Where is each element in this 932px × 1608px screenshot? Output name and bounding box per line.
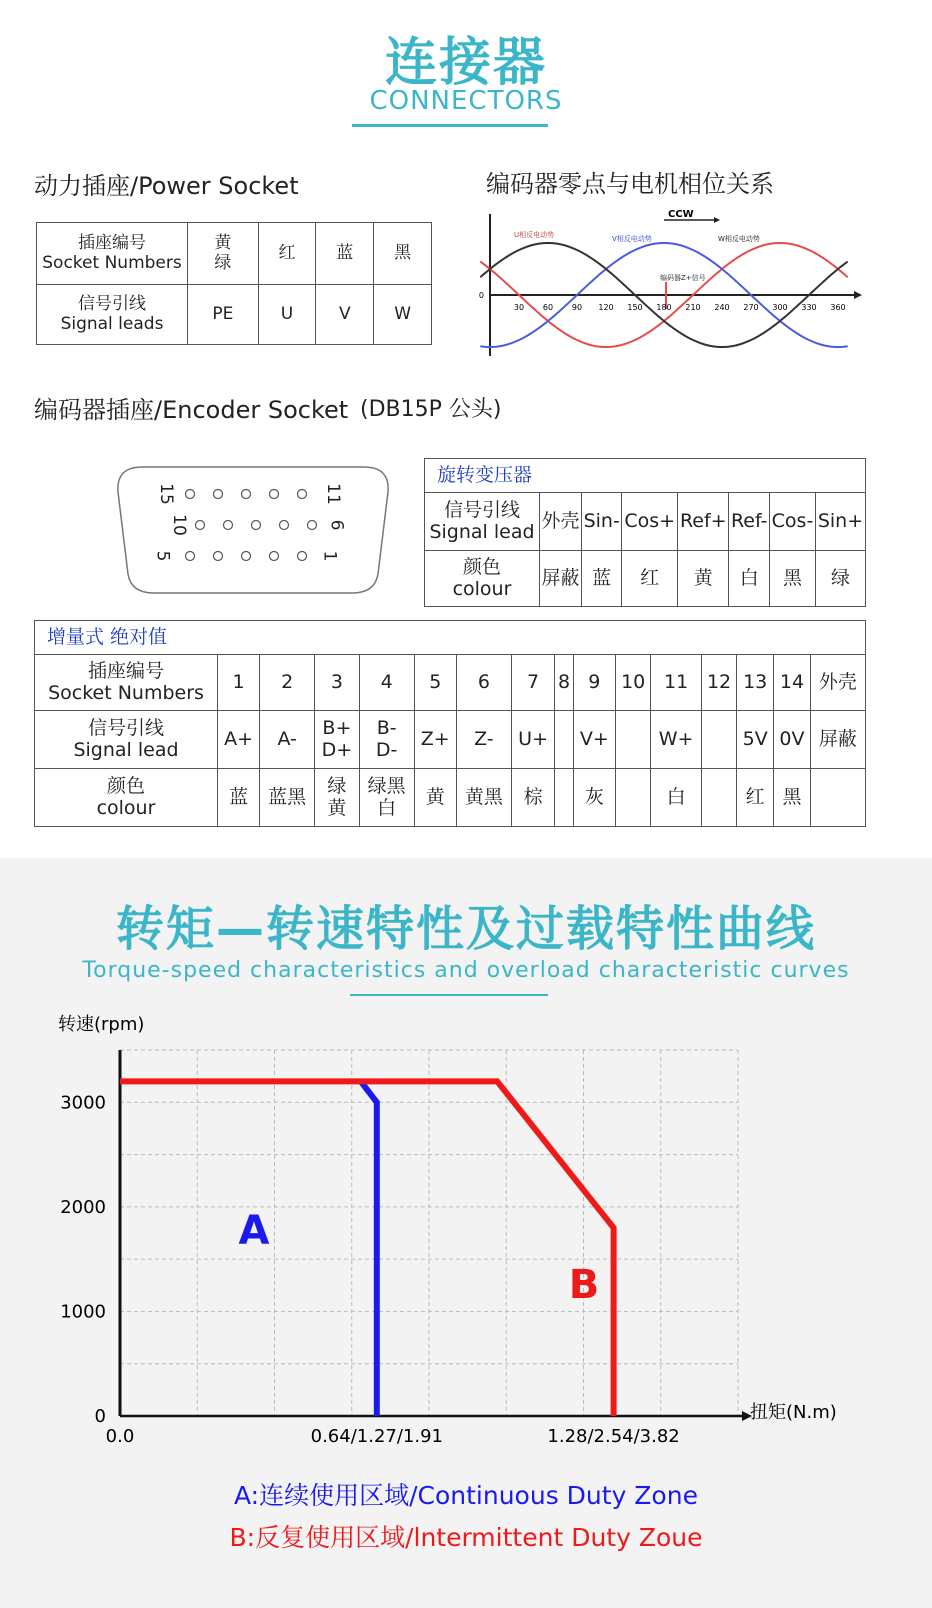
phase-tick-label: 330 [801, 303, 817, 312]
incremental-cell: 1 [218, 655, 260, 711]
incremental-row-header: 信号引线 Signal lead [35, 711, 218, 769]
incremental-cell: 黑 [774, 769, 811, 827]
db15-pin [186, 552, 195, 561]
power-cell: 黄 绿 [188, 223, 259, 285]
encoder-socket-subtitle: (DB15P 公头) [360, 397, 502, 422]
encoder-socket-title: 编码器插座/Encoder Socket [34, 396, 349, 424]
incremental-cell: U+ [511, 711, 554, 769]
resolver-cell: Ref+ [678, 493, 729, 551]
db15-pins [186, 490, 317, 561]
phase-tick-label: 270 [743, 303, 759, 312]
legend-b: B:反复使用区域/lntermittent Duty Zoue [229, 1523, 703, 1552]
power-socket-table [36, 222, 432, 345]
y-tick-label: 0 [94, 1406, 106, 1427]
db15-pin [214, 552, 223, 561]
power-row-header: 信号引线 Signal leads [37, 285, 188, 345]
resolver-cell: 屏蔽 [540, 551, 582, 607]
incremental-cell [615, 769, 651, 827]
incremental-cell: 6 [456, 655, 511, 711]
x-tick-label: 0.64/1.27/1.91 [310, 1426, 444, 1447]
power-cell: 黑 [374, 223, 432, 285]
incremental-cell [810, 769, 865, 827]
zone-label-b: B [568, 1262, 600, 1308]
resolver-cell: 外壳 [540, 493, 582, 551]
incremental-cell: 屏蔽 [810, 711, 865, 769]
phase-tick-label: 180 [656, 303, 672, 312]
legend-a: A:连续使用区域/Continuous Duty Zone [234, 1481, 698, 1510]
power-socket-title: 动力插座/Power Socket [34, 172, 299, 200]
incremental-row-header: 颜色 colour [35, 769, 218, 827]
power-cell: PE [188, 285, 259, 345]
incremental-row-header: 插座编号 Socket Numbers [35, 655, 218, 711]
y-tick-label: 1000 [60, 1301, 106, 1323]
db15-connector [112, 466, 394, 594]
incremental-cell [555, 711, 573, 769]
resolver-table [424, 458, 866, 607]
db15-pin [242, 490, 251, 499]
chart-series [120, 1081, 614, 1416]
resolver-cell: 红 [622, 551, 678, 607]
incremental-cell [701, 769, 737, 827]
w-phase-label: W相反电动势 [718, 235, 760, 243]
u-phase-label: U相反电动势 [514, 231, 555, 239]
torque-chart [0, 1000, 932, 1470]
incremental-cell: 12 [701, 655, 737, 711]
resolver-cell: 白 [729, 551, 770, 607]
db15-pin [224, 521, 233, 530]
incremental-table [34, 620, 866, 827]
resolver-cell: 黄 [678, 551, 729, 607]
incremental-cell [555, 769, 573, 827]
incremental-cell: 7 [511, 655, 554, 711]
phase-tick-label: 300 [772, 303, 788, 312]
ccw-label: CCW [668, 209, 694, 220]
y-tick-label: 3000 [60, 1092, 106, 1114]
phase-tick-label: 0 [478, 291, 484, 300]
x-tick-labels [106, 1426, 680, 1447]
series-line-b [120, 1081, 614, 1416]
incremental-cell: 蓝黑 [260, 769, 315, 827]
incremental-cell: 5V [737, 711, 774, 769]
db15-pin [280, 521, 289, 530]
incremental-cell: 0V [774, 711, 811, 769]
x-tick-label: 0.0 [105, 1426, 135, 1447]
incremental-cell: Z+ [414, 711, 456, 769]
ccw-arrow-head [714, 217, 720, 223]
incremental-cell: 5 [414, 655, 456, 711]
title-underline [352, 124, 548, 127]
db15-pin [196, 521, 205, 530]
power-cell: U [258, 285, 316, 345]
x-tick-label: 1.28/2.54/3.82 [547, 1426, 680, 1447]
pin-label-15: 15 [155, 483, 176, 505]
phase-tick-label: 360 [830, 303, 846, 312]
incremental-cell: W+ [651, 711, 701, 769]
db15-pin [270, 552, 279, 561]
resolver-cell: Sin- [582, 493, 622, 551]
incremental-cell: 10 [615, 655, 651, 711]
incremental-cell: A- [260, 711, 315, 769]
resolver-cell: 黑 [769, 551, 815, 607]
incremental-cell: B+ D+ [315, 711, 359, 769]
incremental-cell: 黄 [414, 769, 456, 827]
phase-tick-label: 210 [685, 303, 701, 312]
pin-label-1: 1 [319, 550, 340, 562]
incremental-cell: 棕 [511, 769, 554, 827]
resolver-cell: 蓝 [582, 551, 622, 607]
y-axis-label: 转速(rpm) [58, 1014, 145, 1035]
power-cell: 红 [258, 223, 316, 285]
incremental-cell: 14 [774, 655, 811, 711]
resolver-header: 旋转变压器 [425, 459, 866, 493]
zone-label-a: A [238, 1208, 270, 1254]
resolver-row-header: 信号引线 Signal lead [425, 493, 540, 551]
resolver-row-header: 颜色 colour [425, 551, 540, 607]
chart-grid [120, 1050, 738, 1416]
resolver-cell: Cos+ [622, 493, 678, 551]
phase-arrow [854, 291, 862, 299]
series-line-a [361, 1081, 377, 1416]
resolver-cell: Ref- [729, 493, 770, 551]
incremental-cell: Z- [456, 711, 511, 769]
incremental-cell: 绿黑 白 [359, 769, 414, 827]
db15-pin [252, 521, 261, 530]
pin-label-5: 5 [152, 550, 173, 562]
incremental-cell: 蓝 [218, 769, 260, 827]
power-cell: V [316, 285, 374, 345]
incremental-cell: 灰 [573, 769, 615, 827]
phase-diagram [478, 204, 868, 364]
incremental-cell: 11 [651, 655, 701, 711]
pin-label-11: 11 [322, 483, 343, 505]
incremental-cell: A+ [218, 711, 260, 769]
phase-diagram-title: 编码器零点与电机相位关系 [486, 170, 774, 198]
incremental-cell: 白 [651, 769, 701, 827]
db15-pin [298, 490, 307, 499]
phase-tick-label: 90 [571, 303, 583, 312]
torque-subtitle: Torque-speed characteristics and overload characteristic curves [82, 958, 850, 983]
incremental-cell: 2 [260, 655, 315, 711]
y-tick-label: 2000 [60, 1196, 106, 1218]
power-row-header: 插座编号 Socket Numbers [37, 223, 188, 285]
y-tick-labels [60, 1092, 106, 1427]
db15-pin [214, 490, 223, 499]
pin-label-6: 6 [326, 519, 347, 531]
incremental-cell: 13 [737, 655, 774, 711]
incremental-cell: 黄黑 [456, 769, 511, 827]
incremental-cell: V+ [573, 711, 615, 769]
incremental-cell: 绿 黄 [315, 769, 359, 827]
db15-pin [308, 521, 317, 530]
db15-pin [298, 552, 307, 561]
x-axis-label: 扭矩(N.m) [750, 1402, 837, 1423]
page-title: 连接器 [384, 33, 547, 93]
phase-tick-label: 120 [598, 303, 614, 312]
db15-pin [242, 552, 251, 561]
page-subtitle: CONNECTORS [369, 86, 563, 116]
incremental-cell: B- D- [359, 711, 414, 769]
torque-title: 转矩—转速特性及过载特性曲线 [115, 901, 816, 957]
incremental-cell: 外壳 [810, 655, 865, 711]
incremental-header: 增量式 绝对值 [35, 621, 866, 655]
phase-tick-label: 150 [627, 303, 643, 312]
phase-tick-label: 60 [542, 303, 554, 312]
incremental-cell [701, 711, 737, 769]
incremental-cell: 9 [573, 655, 615, 711]
power-cell: W [374, 285, 432, 345]
incremental-cell: 4 [359, 655, 414, 711]
db15-pin [270, 490, 279, 499]
v-phase-label: V相反电动势 [612, 235, 652, 243]
incremental-cell [615, 711, 651, 769]
db15-pin [186, 490, 195, 499]
resolver-cell: Cos- [769, 493, 815, 551]
incremental-cell: 8 [555, 655, 573, 711]
z-signal-label: 编码器Z+信号 [660, 274, 706, 282]
pin-label-10: 10 [168, 514, 189, 536]
torque-underline [350, 994, 548, 996]
phase-tick-label: 30 [513, 303, 525, 312]
phase-tick-label: 240 [714, 303, 730, 312]
incremental-cell: 红 [737, 769, 774, 827]
resolver-cell: Sin+ [816, 493, 866, 551]
power-cell: 蓝 [316, 223, 374, 285]
incremental-cell: 3 [315, 655, 359, 711]
resolver-cell: 绿 [816, 551, 866, 607]
